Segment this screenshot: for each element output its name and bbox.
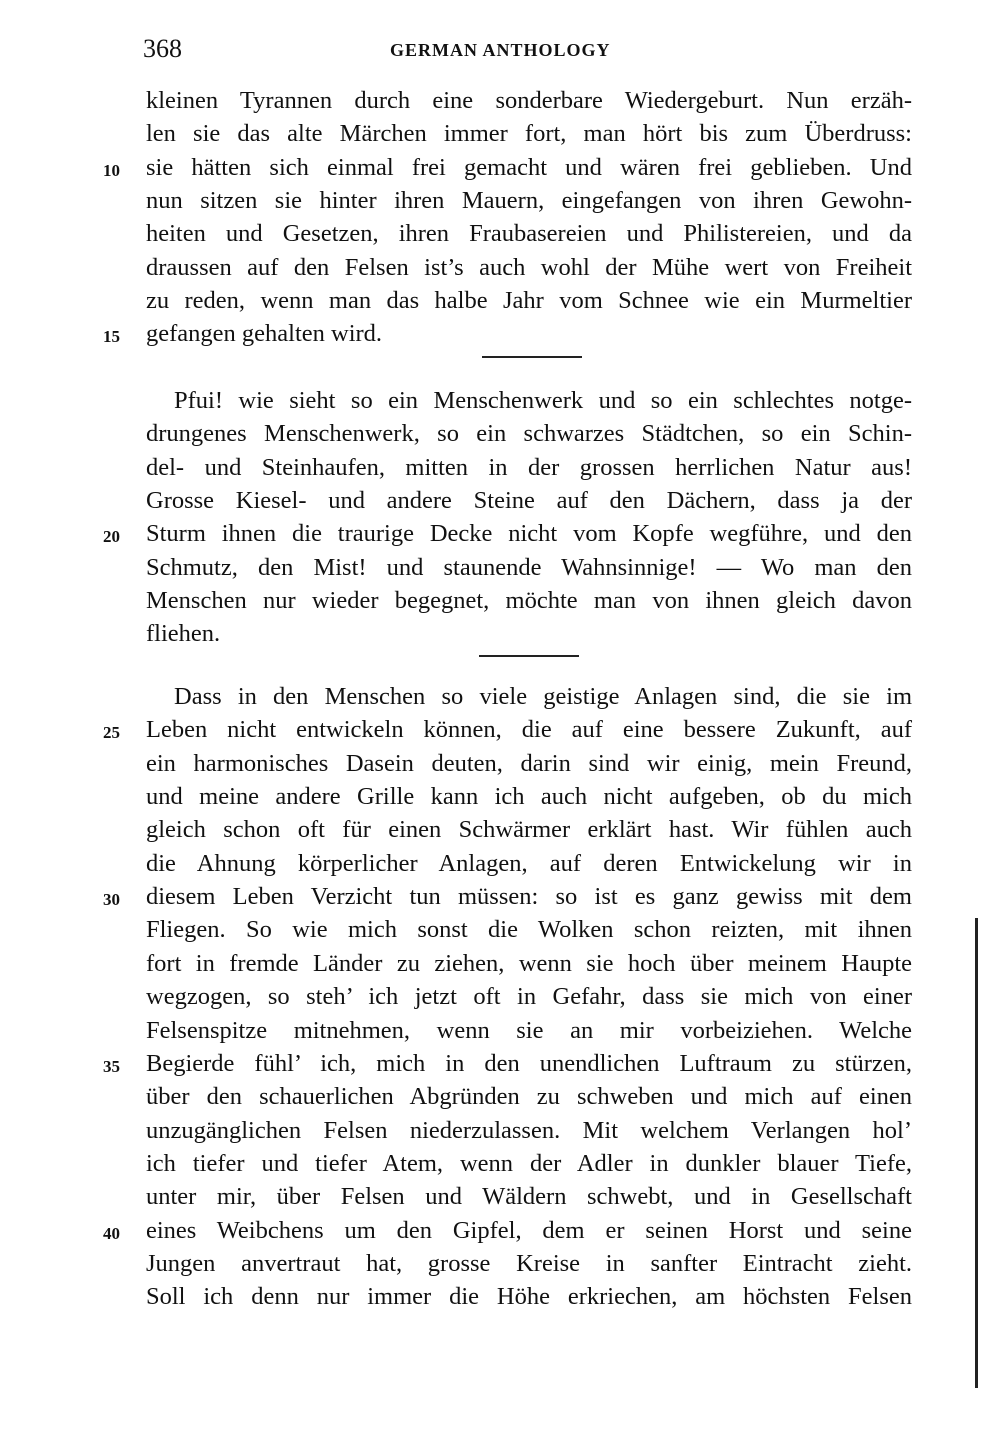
text-line: ich tiefer und tiefer Atem, wenn der Adler in dunkler blauer Tiefe, <box>146 1149 912 1177</box>
text-line: Menschen nur wieder begegnet, möchte man von ihnen gleich davon <box>146 587 912 615</box>
line-number: 40 <box>103 1223 120 1243</box>
line-number: 35 <box>103 1056 120 1076</box>
text-line: Pfui! wie sieht so ein Menschenwerk und so ein schlechtes notge- <box>174 387 912 414</box>
text-line: Grosse Kiesel- und andere Steine auf den Dächern, dass ja der <box>146 487 912 515</box>
text-line: über den schauerlichen Abgründen zu schweben und mich auf einen <box>146 1083 912 1111</box>
line-number: 25 <box>103 723 120 743</box>
text-line: drungenes Menschenwerk, so ein schwarzes Städtchen, so ein Schin- <box>146 420 912 448</box>
text-line: len sie das alte Märchen immer fort, man hört bis zum Überdruss: <box>146 120 912 148</box>
text-line: diesem Leben Verzicht tun müssen: so ist es ganz gewiss mit dem <box>146 883 912 911</box>
text-line: heiten und Gesetzen, ihren Fraubasereien und Philistereien, und da <box>146 220 912 248</box>
text-line: fliehen. <box>146 620 221 648</box>
line-number: 10 <box>103 160 120 180</box>
text-line: sie hätten sich einmal frei gemacht und wären frei geblieben. Und <box>146 153 912 181</box>
text-line: unter mir, über Felsen und Wäldern schwebt, und in Gesellschaft <box>146 1183 912 1211</box>
text-line: nun sitzen sie hinter ihren Mauern, eingefangen von ihren Gewohn- <box>146 187 912 215</box>
text-line: Jungen anvertraut hat, grosse Kreise in sanfter Eintracht zieht. <box>146 1249 912 1277</box>
text-line: zu reden, wenn man das halbe Jahr vom Schnee wie ein Murmeltier <box>146 287 912 315</box>
line-number: 15 <box>103 327 120 347</box>
text-line: und meine andere Grille kann ich auch nicht aufgeben, ob du mich <box>146 783 912 811</box>
section-divider <box>479 655 579 657</box>
scan-edge-mark <box>975 918 978 1388</box>
text-line: die Ahnung körperlicher Anlagen, auf deren Entwickelung wir in <box>146 849 912 877</box>
text-line: gefangen gehalten wird. <box>146 320 383 348</box>
section-divider <box>482 356 582 358</box>
text-line: wegzogen, so steh’ ich jetzt oft in Gefahr, dass sie mich von einer <box>146 983 912 1011</box>
running-title: GERMAN ANTHOLOGY <box>390 40 611 60</box>
text-line: Soll ich denn nur immer die Höhe erkriechen, am höchsten Felsen <box>146 1283 912 1311</box>
text-line: Begierde fühl’ ich, mich in den unendlichen Luftraum zu stürzen, <box>146 1049 912 1077</box>
text-line: Leben nicht entwickeln können, die auf eine bessere Zukunft, auf <box>146 716 912 744</box>
text-line: Schmutz, den Mist! und staunende Wahnsinnige! — Wo man den <box>146 553 912 581</box>
text-line: kleinen Tyrannen durch eine sonderbare Wiedergeburt. Nun erzäh- <box>146 87 912 114</box>
text-line: ein harmonisches Dasein deuten, darin sind wir einig, mein Freund, <box>146 749 912 777</box>
page-number: 368 <box>143 34 182 63</box>
text-line: Sturm ihnen die traurige Decke nicht vom Kopfe wegführe, und den <box>146 520 912 548</box>
text-line: unzugänglichen Felsen niederzulassen. Mit welchem Verlangen hol’ <box>146 1116 912 1144</box>
text-line: Felsenspitze mitnehmen, wenn sie an mir vorbeiziehen. Welche <box>146 1016 912 1044</box>
text-line: del- und Steinhaufen, mitten in der grossen herrlichen Natur aus! <box>146 453 912 481</box>
text-line: Dass in den Menschen so viele geistige Anlagen sind, die sie im <box>174 683 912 710</box>
line-number: 20 <box>103 527 120 547</box>
line-number: 30 <box>103 890 120 910</box>
text-line: Fliegen. So wie mich sonst die Wolken schon reizten, mit ihnen <box>146 916 912 944</box>
text-line: eines Weibchens um den Gipfel, dem er seinen Horst und seine <box>146 1216 912 1244</box>
text-line: gleich schon oft für einen Schwärmer erklärt hast. Wir fühlen auch <box>146 816 912 844</box>
text-line: fort in fremde Länder zu ziehen, wenn sie hoch über meinem Haupte <box>146 949 912 977</box>
text-line: draussen auf den Felsen ist’s auch wohl der Mühe wert von Freiheit <box>146 253 912 281</box>
